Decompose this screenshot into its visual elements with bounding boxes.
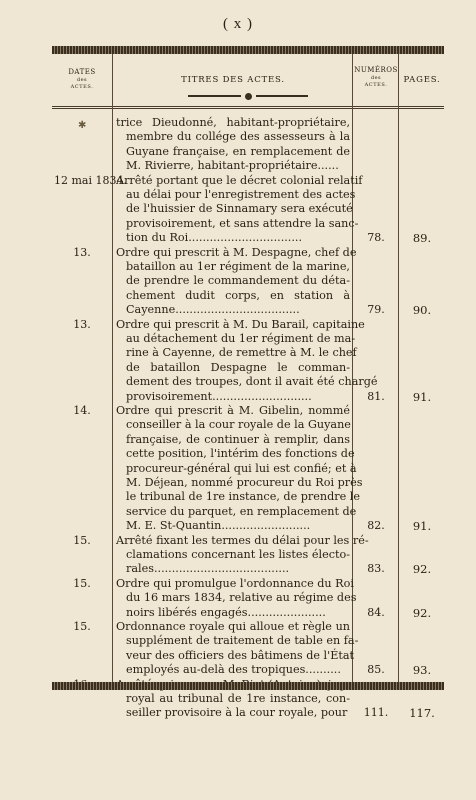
- entry-page: 89.: [412, 231, 432, 246]
- entry-number: 85.: [367, 663, 385, 677]
- entry-page: 117.: [409, 706, 435, 721]
- entry-title-line: rales......................................: [126, 562, 290, 576]
- entry-title-line: cette position, l'intérim des fonctions de: [126, 447, 355, 461]
- entry-date: 15.: [73, 533, 91, 547]
- entry-title-line: de bataillon Despagne le comman-: [126, 360, 350, 374]
- entry-number: 111.: [363, 706, 389, 720]
- entry-title-line: le tribunal de 1re instance, de prendre le: [126, 490, 360, 504]
- header-numbers: [352, 66, 400, 89]
- header-numbers-line1: NUMÉROS: [354, 66, 398, 74]
- header-dates: [54, 68, 110, 91]
- entry-title-line: trice Dieudonné, habitant-propriétaire,: [116, 116, 350, 129]
- entry-number: 81.: [367, 389, 385, 403]
- entry-title-line: Ordonnance royale qui alloue et règle un: [116, 620, 350, 633]
- table-row: [52, 620, 444, 678]
- header-pages: PAGES.: [403, 75, 441, 85]
- entry-page: 90.: [412, 303, 432, 318]
- entry-title-line: seiller provisoire à la cour royale, pour: [126, 706, 348, 720]
- entry-title-line: française, de continuer à remplir, dans: [126, 432, 350, 446]
- entry-title-line: supplément de traitement de table en fa-: [126, 634, 359, 648]
- entry-title-line: au détachement du 1er régiment de ma-: [126, 331, 356, 345]
- entry-date: 14.: [73, 404, 91, 417]
- entry-title-line: du 16 mars 1834, relative au régime des: [126, 591, 357, 605]
- entry-title-line: tion du Roi................................: [126, 231, 303, 245]
- entry-title-line: M. Déjean, nommé procureur du Roi près: [126, 476, 363, 489]
- entry-title-line: M. Rivierre, habitant-propriétaire......: [126, 159, 339, 173]
- entry-title-line: Ordre qui promulgue l'ordonnance du Roi: [116, 576, 354, 590]
- entry-title-line: noirs libérés engagés......................: [126, 605, 326, 619]
- entry-page: 91.: [412, 389, 432, 404]
- entry-date: 15.: [73, 576, 91, 590]
- entry-date: 12 mai 1834.: [54, 173, 127, 187]
- entry-title-line: Arrêté fixant les termes du délai pour les ré-: [116, 533, 369, 547]
- entry-date: 13.: [73, 245, 91, 259]
- entry-title-line: provisoirement, et sans attendre la sanc-: [126, 216, 359, 230]
- entry-page: 92.: [412, 562, 432, 577]
- entry-page: 93.: [412, 663, 432, 678]
- entry-title-line: provisoirement............................: [126, 389, 312, 403]
- decorative-mark: ✱: [78, 120, 87, 131]
- header-dates-line2: des: [76, 77, 88, 83]
- entry-title-line: Ordre qui prescrit à M. Despagne, chef de: [116, 245, 357, 259]
- entry-number: 79.: [367, 303, 385, 317]
- entry-page: 91.: [412, 519, 432, 534]
- table-row: [52, 318, 444, 404]
- entry-title-line: au délai pour l'enregistrement des actes: [126, 187, 356, 201]
- header-titles: TITRES DES ACTES.: [181, 75, 285, 85]
- entry-title-line: clamations concernant les listes électo-: [126, 547, 350, 561]
- top-border: [52, 46, 444, 54]
- bottom-border: [52, 682, 444, 690]
- entry-number: 82.: [367, 519, 385, 533]
- entry-title-line: Arrêté portant que le décret colonial relatif: [116, 173, 363, 187]
- table-row: [52, 534, 444, 577]
- table-row: [52, 116, 444, 174]
- entry-title-line: veur des officiers des bâtimens de l'État: [126, 648, 355, 662]
- entry-number: 78.: [367, 231, 385, 245]
- header-dates-line1: DATES: [68, 68, 96, 76]
- entry-title-line: membre du collége des assesseurs à la: [126, 130, 350, 144]
- entry-title-line: Guyane française, en remplacement de: [126, 144, 350, 158]
- entry-title-line: M. E. St-Quantin.........................: [126, 519, 311, 533]
- header-ornament: [188, 90, 308, 102]
- table-row: [52, 577, 444, 620]
- entry-date: 15.: [73, 620, 91, 633]
- entry-title-line: de l'huissier de Sinnamary sera exécuté: [126, 202, 353, 216]
- entry-title-line: bataillon au 1er régiment de la marine,: [126, 259, 350, 273]
- header-numbers-line3: ACTES.: [364, 82, 388, 88]
- table-row: [52, 404, 444, 534]
- entry-title-line: employés au-delà des tropiques..........: [126, 663, 341, 677]
- header-rule-double: [52, 108, 444, 109]
- entry-title-line: chement dudit corps, en station à: [126, 288, 350, 302]
- entry-title-line: royal au tribunal de 1re instance, con-: [126, 691, 350, 705]
- entry-title-line: procureur-général qui lui est confié; et à: [126, 461, 357, 475]
- entry-date: 13.: [73, 317, 91, 331]
- table-row: [52, 246, 444, 318]
- entry-page: 92.: [412, 605, 432, 620]
- entry-title-line: de prendre le commandement du déta-: [126, 274, 350, 288]
- entry-number: 84.: [367, 605, 385, 619]
- entry-title-line: dement des troupes, dont il avait été chargé: [126, 375, 378, 389]
- page-number: ( x ): [223, 16, 253, 32]
- entry-title-line: service du parquet, en remplacement de: [126, 504, 357, 518]
- entry-title-line: Ordre qui prescrit à M. Gibelin, nommé: [116, 404, 350, 417]
- entry-title-line: conseiller à la cour royale de la Guyane: [126, 418, 351, 432]
- entry-title-line: Ordre qui prescrit à M. Du Barail, capitaine: [116, 317, 365, 331]
- entry-title-line: rine à Cayenne, de remettre à M. le chef: [126, 346, 357, 360]
- entry-title-line: Cayenne...................................: [126, 303, 300, 317]
- header-numbers-line2: des: [370, 75, 382, 81]
- header-dates-line3: ACTES.: [70, 84, 94, 90]
- entry-number: 83.: [367, 562, 385, 576]
- table-row: [52, 174, 444, 246]
- table-of-contents: [52, 46, 444, 721]
- header-rule: [52, 106, 444, 107]
